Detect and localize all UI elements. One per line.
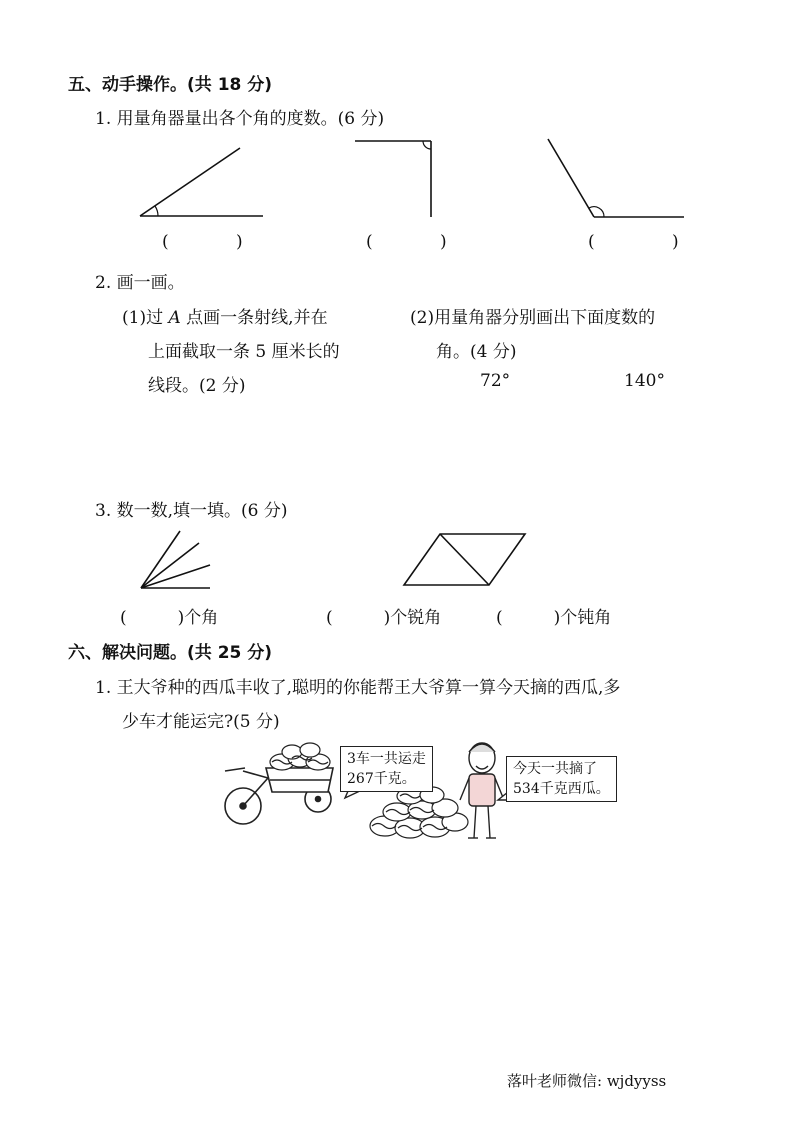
- blank-open-2: (: [366, 232, 373, 252]
- q3-blank-obtuse: ( )个钝角: [496, 608, 612, 628]
- q2-part1-line3: 线段。(2 分): [148, 376, 246, 396]
- section5-title: 五、动手操作。(共 18 分): [68, 75, 273, 95]
- bubble-right-line2: 534千克西瓜。: [513, 781, 610, 797]
- blank-close-1: ): [236, 232, 243, 252]
- watermelon-pile-icon: [370, 787, 468, 838]
- speech-bubble-left: [340, 746, 433, 792]
- blank-close-3: ): [672, 232, 679, 252]
- q2-text: 2. 画一画。: [95, 273, 185, 293]
- cart-watermelons-icon: [270, 743, 330, 770]
- q2-part2-line1: (2)用量角器分别画出下面度数的: [410, 308, 656, 328]
- q2-part1-line1: (1)过 A 点画一条射线,并在: [122, 308, 328, 328]
- blank-open-1: (: [162, 232, 169, 252]
- speech-bubble-right: [506, 756, 617, 802]
- angle-72-label: 72°: [480, 371, 511, 391]
- blank-close-2: ): [440, 232, 447, 252]
- q3-blank-acute: ( )个锐角: [326, 608, 442, 628]
- bubble-left-line1: 3车一共运走: [347, 751, 426, 767]
- blank-open-3: (: [588, 232, 595, 252]
- bubble-right-line1: 今天一共摘了: [513, 761, 597, 777]
- s6-q1-line2: 少车才能运完?(5 分): [122, 712, 280, 732]
- s6-q1-line1: 1. 王大爷种的西瓜丰收了,聪明的你能帮王大爷算一算今天摘的西瓜,多: [95, 678, 621, 698]
- tricycle-cart-icon: [225, 768, 333, 824]
- point-a-label: A: [168, 308, 181, 328]
- angle-140-label: 140°: [624, 371, 665, 391]
- q2-part2-line2: 角。(4 分): [436, 342, 517, 362]
- q1-text: 1. 用量角器量出各个角的度数。(6 分): [95, 109, 385, 129]
- q2-part1-line2: 上面截取一条 5 厘米长的: [148, 342, 340, 362]
- q3-text: 3. 数一数,填一填。(6 分): [95, 501, 288, 521]
- section6-title: 六、解决问题。(共 25 分): [68, 643, 273, 663]
- bubble-left-line2: 267千克。: [347, 771, 416, 787]
- footer-text: 落叶老师微信: wjdyyss: [507, 1072, 667, 1090]
- q3-blank-angles: ( )个角: [120, 608, 219, 628]
